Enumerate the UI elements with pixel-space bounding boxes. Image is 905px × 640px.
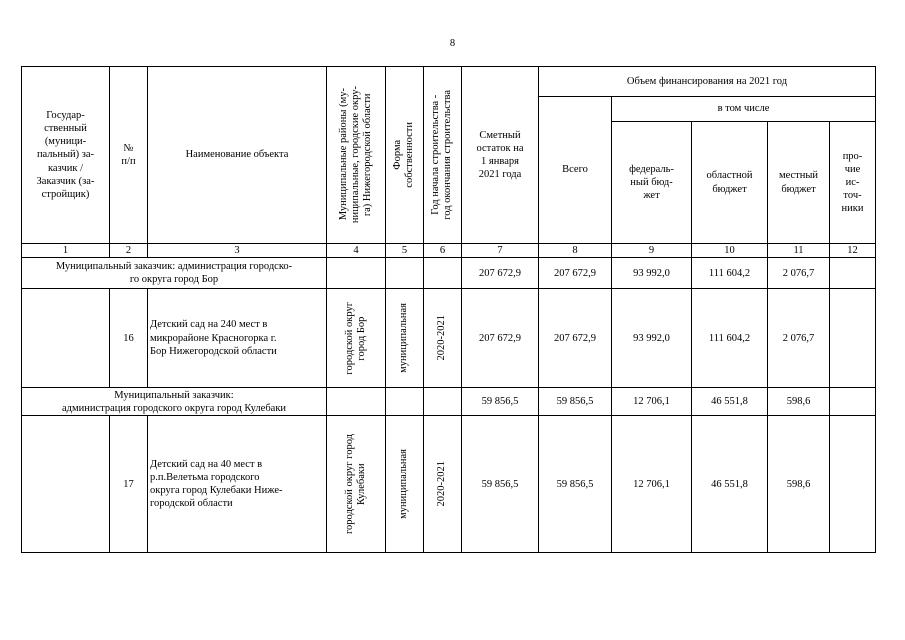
header-districts-text: Муниципальные районы (му- ниципальные, городские окру- га) Нижегородской области [337, 86, 374, 224]
estimate-cell: 59 856,5 [462, 416, 539, 553]
total-cell: 59 856,5 [539, 416, 612, 553]
empty-cell [327, 388, 386, 416]
customer-row [22, 258, 876, 289]
column-number: 10 [692, 244, 768, 258]
object-years [424, 289, 462, 388]
customer-row [22, 388, 876, 416]
header-ownership-text: Форма собственности [392, 122, 416, 188]
column-number: 7 [462, 244, 539, 258]
column-number: 6 [424, 244, 462, 258]
page-number: 8 [449, 38, 456, 49]
object-district [327, 416, 386, 553]
object-number: 16 [110, 289, 148, 388]
empty-cell [22, 289, 110, 388]
object-ownership-text: муниципальная [398, 449, 410, 520]
column-number: 2 [110, 244, 148, 258]
customer-name: Муниципальный заказчик: администрация городского округа город Кулебаки [22, 388, 327, 416]
column-number: 9 [612, 244, 692, 258]
object-ownership [386, 416, 424, 553]
object-name: Детский сад на 40 мест в р.п.Велетьма городского округа город Кулебаки Ниже- городской области [148, 416, 327, 553]
header-customer: Государ- ственный (муници- пальный) за- казчик / Заказчик (за- стройщик) [22, 67, 110, 244]
header-years-text: Год начала строительства - год окончания строительства [430, 90, 454, 220]
object-ownership [386, 289, 424, 388]
local-cell: 2 076,7 [768, 258, 830, 289]
object-row [22, 289, 876, 388]
empty-cell [22, 416, 110, 553]
other-cell [830, 416, 876, 553]
empty-cell [424, 258, 462, 289]
column-number: 4 [327, 244, 386, 258]
object-number: 17 [110, 416, 148, 553]
total-cell: 59 856,5 [539, 388, 612, 416]
regional-cell: 111 604,2 [692, 289, 768, 388]
column-numbers-row [22, 244, 876, 258]
estimate-cell: 59 856,5 [462, 388, 539, 416]
header-districts [327, 67, 386, 244]
header-local: местный бюджет [768, 122, 830, 244]
column-number: 1 [22, 244, 110, 258]
federal-cell: 93 992,0 [612, 289, 692, 388]
estimate-cell: 207 672,9 [462, 258, 539, 289]
header-including: в том числе [612, 97, 876, 122]
empty-cell [327, 258, 386, 289]
header-row-1 [22, 67, 876, 97]
empty-cell [386, 388, 424, 416]
federal-cell: 12 706,1 [612, 388, 692, 416]
local-cell: 598,6 [768, 388, 830, 416]
object-district-text: городской округ город Кулебаки [343, 434, 367, 535]
local-cell: 598,6 [768, 416, 830, 553]
object-district [327, 289, 386, 388]
regional-cell: 111 604,2 [692, 258, 768, 289]
regional-cell: 46 551,8 [692, 416, 768, 553]
object-ownership-text: муниципальная [398, 303, 410, 374]
header-regional: областной бюджет [692, 122, 768, 244]
header-other: про- чие ис- точ- ники [830, 122, 876, 244]
federal-cell: 12 706,1 [612, 416, 692, 553]
local-cell: 2 076,7 [768, 289, 830, 388]
header-estimate: Сметный остаток на 1 января 2021 года [462, 67, 539, 244]
object-district-text: городской округ город Бор [343, 301, 367, 375]
header-ownership [386, 67, 424, 244]
other-cell [830, 289, 876, 388]
object-name: Детский сад на 240 мест в микрорайоне Красногорка г. Бор Нижегородской области [148, 289, 327, 388]
empty-cell [386, 258, 424, 289]
financing-table [21, 66, 876, 553]
column-number: 5 [386, 244, 424, 258]
column-number: 8 [539, 244, 612, 258]
column-number: 12 [830, 244, 876, 258]
estimate-cell: 207 672,9 [462, 289, 539, 388]
header-number: № п/п [110, 67, 148, 244]
object-years-text: 2020-2021 [436, 461, 448, 507]
federal-cell: 93 992,0 [612, 258, 692, 289]
customer-name: Муниципальный заказчик: администрация городско- го округа город Бор [22, 258, 327, 289]
header-federal: федераль- ный бюд- жет [612, 122, 692, 244]
total-cell: 207 672,9 [539, 289, 612, 388]
header-years [424, 67, 462, 244]
object-years [424, 416, 462, 553]
empty-cell [424, 388, 462, 416]
object-years-text: 2020-2021 [436, 315, 448, 361]
object-row [22, 416, 876, 553]
other-cell [830, 388, 876, 416]
header-funding: Объем финансирования на 2021 год [539, 67, 876, 97]
header-object-name: Наименование объекта [148, 67, 327, 244]
total-cell: 207 672,9 [539, 258, 612, 289]
other-cell [830, 258, 876, 289]
header-total: Всего [539, 97, 612, 244]
regional-cell: 46 551,8 [692, 388, 768, 416]
column-number: 11 [768, 244, 830, 258]
column-number: 3 [148, 244, 327, 258]
